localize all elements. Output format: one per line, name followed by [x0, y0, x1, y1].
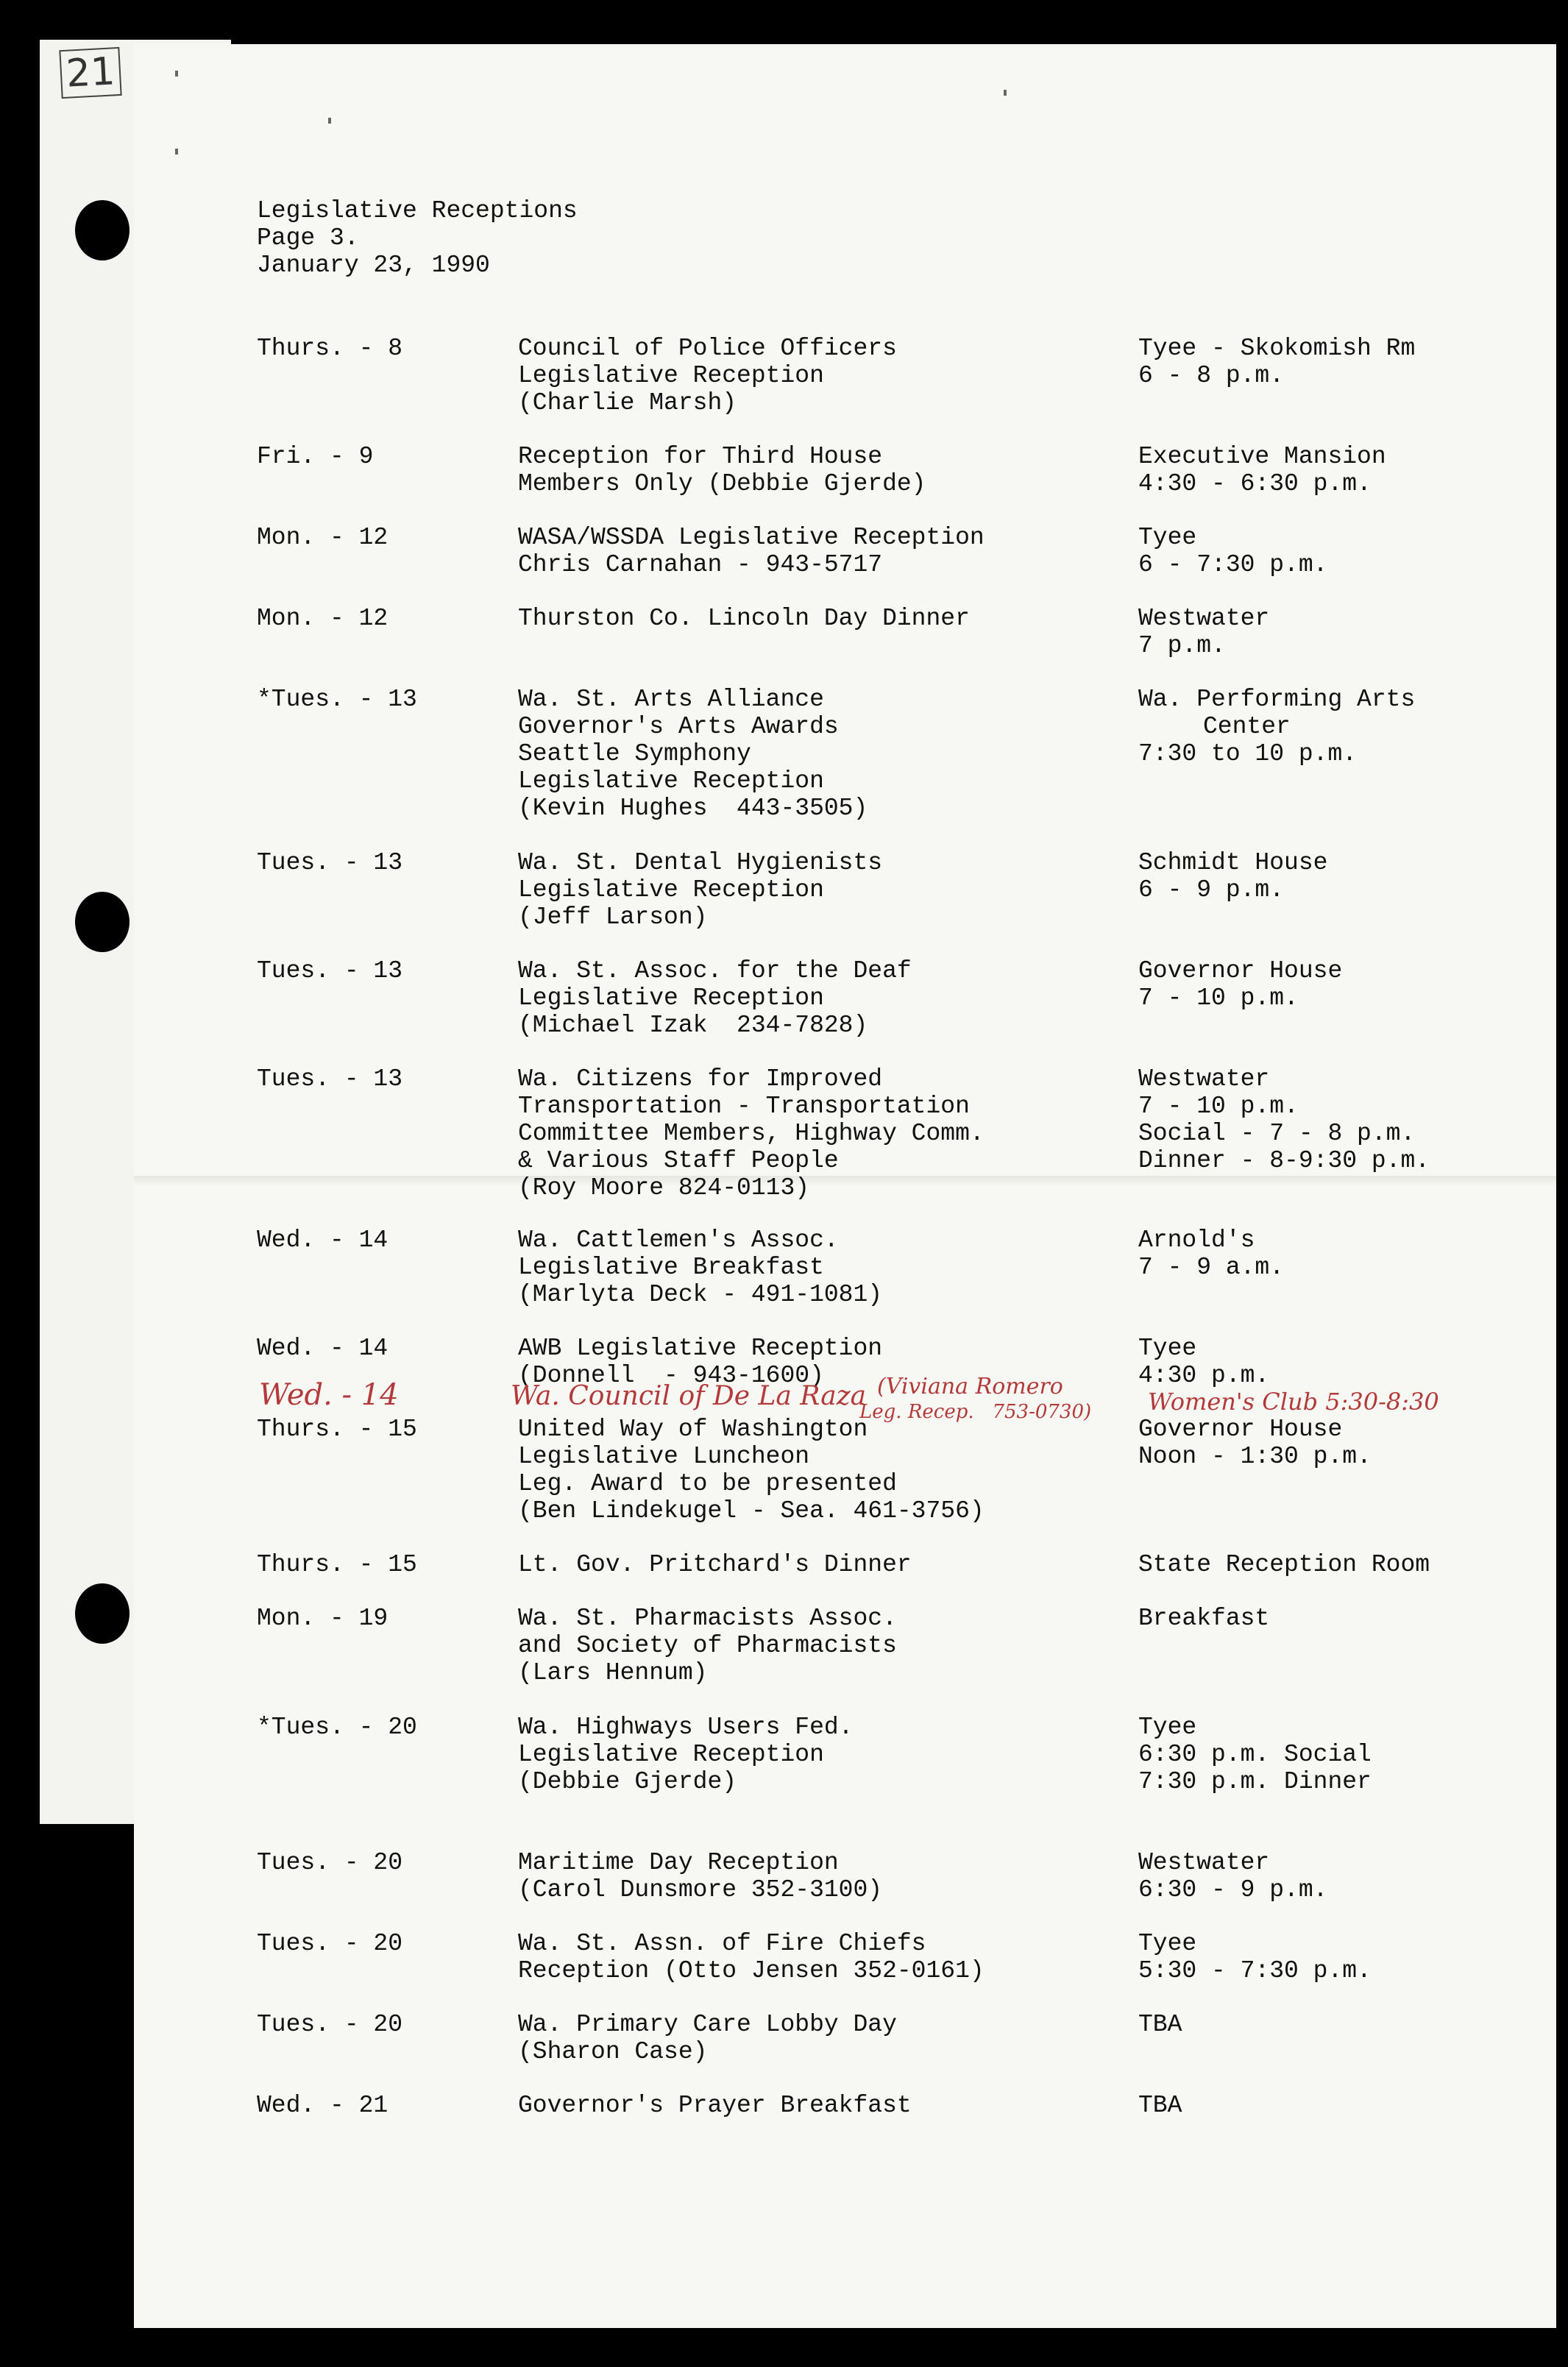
location-line: Breakfast	[1138, 1605, 1270, 1632]
entry-date: Mon. - 12	[257, 605, 389, 632]
location-line: 6:30 - 9 p.m.	[1138, 1876, 1328, 1903]
description-line: (Charlie Marsh)	[518, 389, 737, 416]
location-line: 7 - 10 p.m.	[1138, 1093, 1299, 1120]
description-line: (Roy Moore 824-0113)	[518, 1174, 810, 1202]
description-line: Leg. Award to be presented	[518, 1470, 897, 1497]
entry-date: Wed. - 14	[257, 1335, 389, 1362]
location-line: 6 - 8 p.m.	[1138, 362, 1285, 389]
description-line: (Sharon Case)	[518, 2038, 708, 2065]
entry-location	[1138, 849, 1327, 904]
description-line: (Lars Hennum)	[518, 1659, 708, 1686]
location-line: 7:30 to 10 p.m.	[1138, 740, 1358, 767]
description-line: AWB Legislative Reception	[518, 1335, 883, 1362]
location-line: Governor House	[1138, 957, 1343, 984]
entry-date: Tues. - 13	[257, 849, 403, 876]
entry-date: Wed. - 14	[257, 1227, 389, 1254]
entry-location	[1138, 1065, 1430, 1174]
location-line: Schmidt House	[1138, 849, 1328, 876]
description-line: Wa. St. Pharmacists Assoc.	[518, 1605, 897, 1632]
entry-location	[1138, 1227, 1284, 1281]
entry-description	[518, 1849, 882, 1903]
description-line: Members Only (Debbie Gjerde)	[518, 470, 926, 497]
entry-description	[518, 957, 912, 1039]
location-line: State Reception Room	[1138, 1551, 1430, 1578]
location-line: Social - 7 - 8 p.m.	[1138, 1120, 1416, 1147]
entry-date: Tues. - 20	[257, 2011, 403, 2038]
entry-date: Tues. - 20	[257, 1930, 403, 1957]
entry-description	[518, 1930, 985, 1984]
description-line: Seattle Symphony	[518, 740, 751, 767]
location-line: TBA	[1138, 2011, 1182, 2038]
entry-date: Fri. - 9	[257, 443, 374, 470]
location-line: Arnold's	[1138, 1227, 1255, 1254]
description-line: (Marlyta Deck - 491-1081)	[518, 1281, 883, 1308]
document-date: January 23, 1990	[257, 252, 490, 279]
punch-hole-bottom	[75, 1583, 130, 1644]
description-line: Wa. St. Arts Alliance	[518, 686, 824, 713]
handwritten-organization: Wa. Council of De La Raza	[511, 1381, 867, 1411]
entry-location	[1138, 1335, 1269, 1389]
handwritten-contact: (Viviana Romero	[877, 1374, 1063, 1399]
entry-date: *Tues. - 13	[257, 686, 417, 713]
description-line: (Carol Dunsmore 352-3100)	[518, 1876, 883, 1903]
entry-location	[1138, 686, 1415, 767]
location-line: Noon - 1:30 p.m.	[1138, 1443, 1372, 1470]
entry-location	[1138, 443, 1386, 497]
description-line: and Society of Pharmacists	[518, 1632, 897, 1659]
location-line: 6:30 p.m. Social	[1138, 1741, 1372, 1768]
description-line: United Way of Washington	[518, 1416, 868, 1443]
punch-hole-middle	[75, 892, 130, 952]
location-line: Westwater	[1138, 1849, 1270, 1876]
entry-date: Thurs. - 8	[257, 335, 403, 362]
description-line: Legislative Reception	[518, 876, 824, 904]
location-line: Tyee - Skokomish Rm	[1138, 335, 1416, 362]
description-line: & Various Staff People	[518, 1147, 839, 1174]
description-line: (Ben Lindekugel - Sea. 461-3756)	[518, 1497, 985, 1525]
location-line: 7 - 10 p.m.	[1138, 984, 1299, 1012]
entry-description	[518, 1551, 912, 1578]
description-line: Council of Police Officers	[518, 335, 897, 362]
description-line: Maritime Day Reception	[518, 1849, 839, 1876]
location-line: Dinner - 8-9:30 p.m.	[1138, 1147, 1430, 1174]
location-line: Governor House	[1138, 1416, 1343, 1443]
description-line: Legislative Reception	[518, 767, 824, 795]
location-line: 6 - 9 p.m.	[1138, 876, 1285, 904]
description-line: Wa. Cattlemen's Assoc.	[518, 1227, 839, 1254]
description-line: Committee Members, Highway Comm.	[518, 1120, 985, 1147]
paper-speck	[1004, 90, 1007, 96]
description-line: Chris Carnahan - 943-5717	[518, 551, 883, 578]
location-line: 7:30 p.m. Dinner	[1138, 1768, 1372, 1795]
location-line: 6 - 7:30 p.m.	[1138, 551, 1328, 578]
entry-description	[518, 1416, 985, 1525]
entry-location	[1138, 1930, 1372, 1984]
location-line: Tyee	[1138, 1930, 1197, 1957]
page-label: Page 3.	[257, 224, 359, 252]
entry-description	[518, 1605, 897, 1686]
description-line: Wa. St. Dental Hygienists	[518, 849, 883, 876]
entry-location	[1138, 335, 1415, 389]
description-line: Legislative Breakfast	[518, 1254, 824, 1281]
location-line: 7 - 9 a.m.	[1138, 1254, 1285, 1281]
entry-location	[1138, 605, 1269, 659]
punch-hole-top	[75, 200, 130, 260]
document-title: Legislative Receptions	[257, 197, 578, 224]
entry-description	[518, 1227, 882, 1308]
entry-location	[1138, 1551, 1430, 1578]
entry-date: *Tues. - 20	[257, 1714, 417, 1741]
location-line: Executive Mansion	[1138, 443, 1386, 470]
location-line: 4:30 - 6:30 p.m.	[1138, 470, 1372, 497]
entry-date: Thurs. - 15	[257, 1551, 417, 1578]
location-line: Tyee	[1138, 1335, 1197, 1362]
entry-description	[518, 2011, 897, 2065]
entry-location	[1138, 1416, 1372, 1470]
description-line: WASA/WSSDA Legislative Reception	[518, 524, 985, 551]
location-line: Center	[1203, 713, 1291, 740]
description-line: Governor's Prayer Breakfast	[518, 2092, 912, 2119]
location-line: Tyee	[1138, 1714, 1197, 1741]
location-line: Westwater	[1138, 605, 1270, 632]
entry-description	[518, 1065, 985, 1202]
entry-location	[1138, 2011, 1182, 2038]
entry-description	[518, 335, 897, 416]
handwritten-location: Women's Club 5:30-8:30	[1148, 1388, 1439, 1416]
description-line: (Michael Izak 234-7828)	[518, 1012, 868, 1039]
handwritten-date: Wed. - 14	[259, 1378, 399, 1412]
location-line: TBA	[1138, 2092, 1182, 2119]
description-line: Reception for Third House	[518, 443, 883, 470]
entry-date: Mon. - 12	[257, 524, 389, 551]
description-line: Legislative Reception	[518, 1741, 824, 1768]
location-line: Westwater	[1138, 1065, 1270, 1093]
entry-description	[518, 524, 985, 578]
description-line: Wa. Highways Users Fed.	[518, 1714, 854, 1741]
entry-description	[518, 1714, 853, 1795]
entry-description	[518, 686, 868, 822]
handwritten-contact-line2: Leg. Recep. 753-0730)	[859, 1401, 1092, 1423]
entry-date: Tues. - 13	[257, 1065, 403, 1093]
entry-location	[1138, 1714, 1372, 1795]
entry-description	[518, 605, 970, 632]
corner-page-number: 21	[59, 47, 122, 99]
entry-location	[1138, 1849, 1327, 1903]
entry-date: Tues. - 20	[257, 1849, 403, 1876]
entry-date: Wed. - 21	[257, 2092, 389, 2119]
description-line: Wa. St. Assn. of Fire Chiefs	[518, 1930, 926, 1957]
description-line: Wa. St. Assoc. for the Deaf	[518, 957, 912, 984]
entry-description	[518, 2092, 912, 2119]
entry-location	[1138, 524, 1327, 578]
description-line: Legislative Reception	[518, 984, 824, 1012]
entry-location	[1138, 957, 1342, 1012]
entry-date: Mon. - 19	[257, 1605, 389, 1632]
location-line: 4:30 p.m.	[1138, 1362, 1270, 1389]
entry-location	[1138, 1605, 1269, 1632]
paper-speck	[328, 118, 331, 124]
location-line: Wa. Performing Arts	[1138, 686, 1416, 713]
paper-speck	[175, 71, 178, 77]
location-line: 7 p.m.	[1138, 632, 1226, 659]
description-line: (Donnell - 943-1600)	[518, 1362, 824, 1389]
description-line: Lt. Gov. Pritchard's Dinner	[518, 1551, 912, 1578]
entry-description	[518, 443, 926, 497]
description-line: (Kevin Hughes 443-3505)	[518, 795, 868, 822]
description-line: Reception (Otto Jensen 352-0161)	[518, 1957, 985, 1984]
description-line: Transportation - Transportation	[518, 1093, 970, 1120]
description-line: Legislative Reception	[518, 362, 824, 389]
description-line: Wa. Citizens for Improved	[518, 1065, 883, 1093]
entry-date: Thurs. - 15	[257, 1416, 417, 1443]
description-line: (Debbie Gjerde)	[518, 1768, 737, 1795]
description-line: Legislative Luncheon	[518, 1443, 810, 1470]
description-line: Governor's Arts Awards	[518, 713, 839, 740]
location-line: 5:30 - 7:30 p.m.	[1138, 1957, 1372, 1984]
description-line: Wa. Primary Care Lobby Day	[518, 2011, 897, 2038]
paper-speck	[175, 149, 178, 155]
entry-date: Tues. - 13	[257, 957, 403, 984]
location-line: Tyee	[1138, 524, 1197, 551]
description-line: Thurston Co. Lincoln Day Dinner	[518, 605, 970, 632]
description-line: (Jeff Larson)	[518, 904, 708, 931]
entry-location	[1138, 2092, 1182, 2119]
entry-description	[518, 849, 882, 931]
